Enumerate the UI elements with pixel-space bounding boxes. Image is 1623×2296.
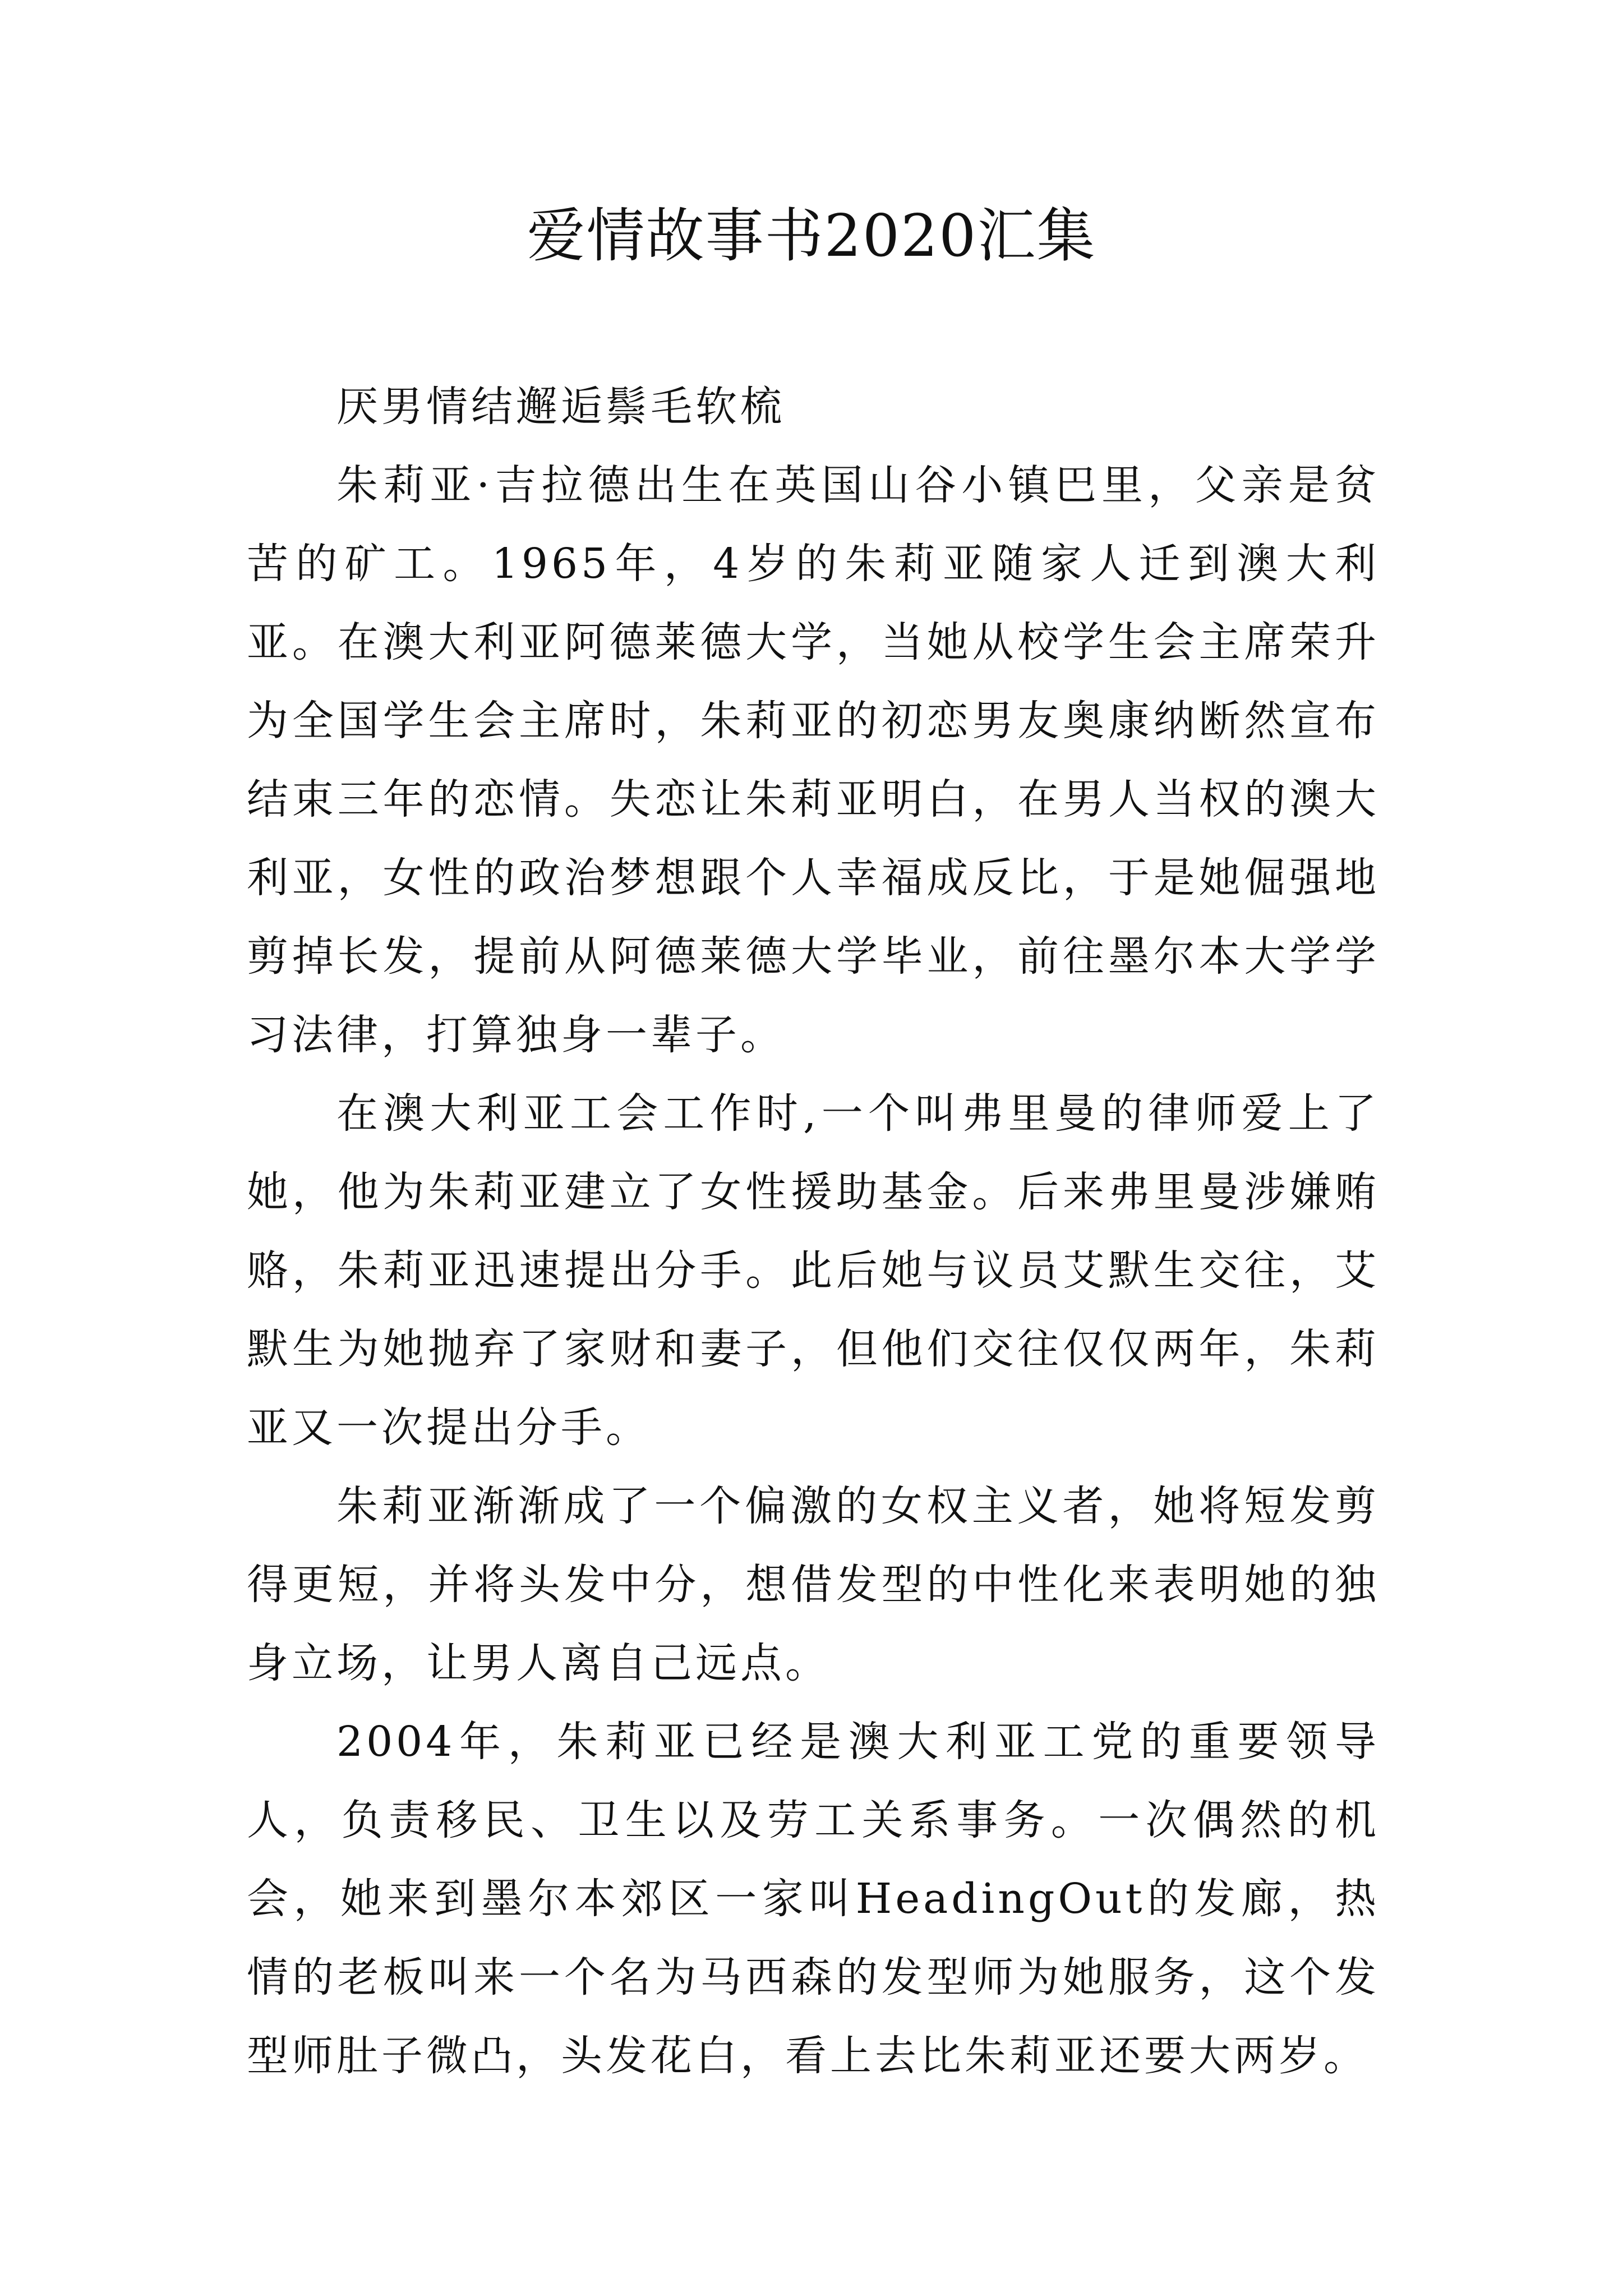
body-paragraph: 朱莉亚渐渐成了一个偏激的女权主义者，她将短发剪得更短，并将头发中分，想借发型的中性化来表明她的独身立场，让男人离自己远点。 — [247, 1482, 1380, 1687]
page-title: 爱情故事书2020汇集 — [527, 201, 1096, 270]
body-paragraph: 2004年，朱莉亚已经是澳大利亚工党的重要领导人，负责移民、卫生以及劳工关系事务。一次偶然的机会，她来到墨尔本郊区一家叫HeadingOut的发廊，热情的老板叫来一个名为马西森的发型师为她服务，这个发型师肚子微凸，头发花白，看上去比朱莉亚还要大两岁。 — [247, 1718, 1380, 2080]
article-body — [247, 367, 1380, 2095]
body-paragraph: 在澳大利亚工会工作时,一个叫弗里曼的律师爱上了她，他为朱莉亚建立了女性援助基金。后来弗里曼涉嫌贿赂，朱莉亚迅速提出分手。此后她与议员艾默生交往，艾默生为她抛弃了家财和妻子，但他们交往仅仅两年，朱莉亚又一次提出分手。 — [247, 1089, 1380, 1452]
body-paragraph: 朱莉亚·吉拉德出生在英国山谷小镇巴里，父亲是贫苦的矿工。1965年，4岁的朱莉亚随家人迁到澳大利亚。在澳大利亚阿德莱德大学，当她从校学生会主席荣升为全国学生会主席时，朱莉亚的初恋男友奥康纳断然宣布结束三年的恋情。失恋让朱莉亚明白，在男人当权的澳大利亚，女性的政治梦想跟个人幸福成反比，于是她倔强地剪掉长发，提前从阿德莱德大学毕业，前往墨尔本大学学习法律，打算独身一辈子。 — [247, 461, 1380, 1059]
subheading-paragraph: 厌男情结邂逅鬃毛软梳 — [336, 383, 785, 431]
